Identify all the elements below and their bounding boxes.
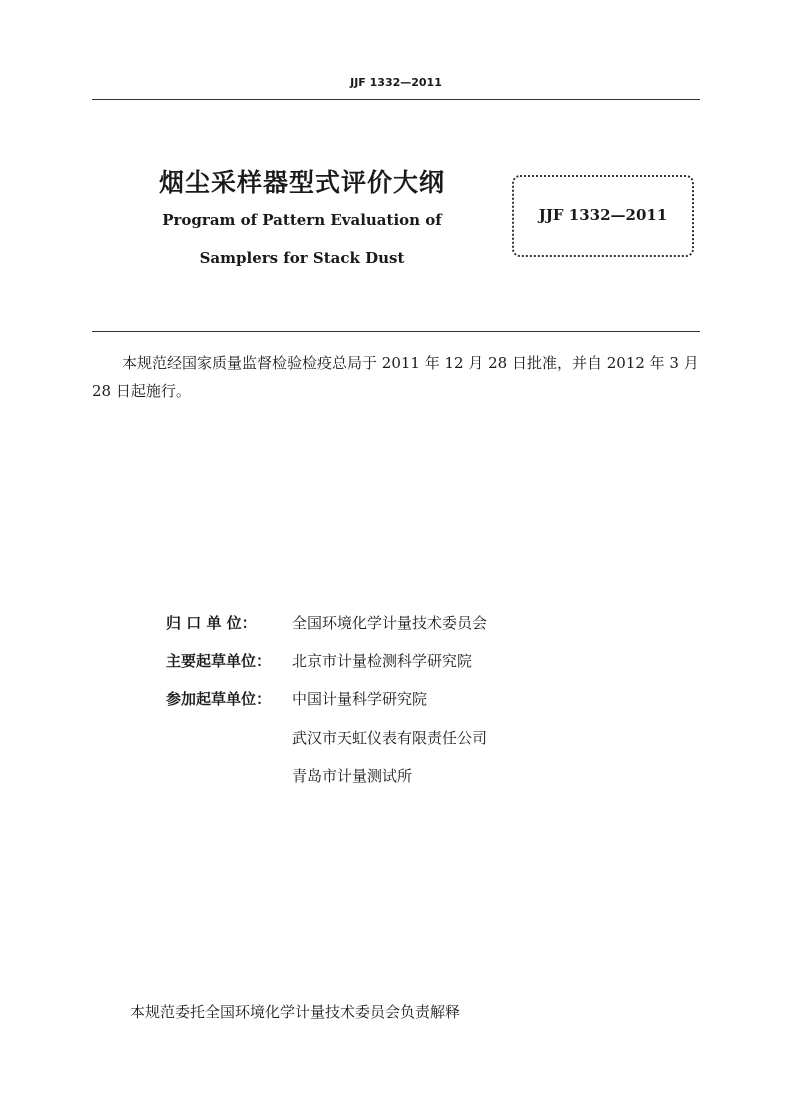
participating-drafter-row (166, 688, 427, 712)
title-english-line-1: Program of Pattern Evaluation of (162, 211, 442, 229)
responsible-unit-label: 归 口 单 位： (166, 614, 257, 632)
title-divider-rule (92, 331, 700, 332)
responsible-unit: 全国环境化学计量技术委员会 (292, 614, 488, 632)
participating-drafter-label: 参加起草单位： (166, 690, 272, 708)
header-rule (92, 99, 700, 100)
participating-drafter-row (166, 765, 412, 789)
approval-statement: 本规范经国家质量监督检验检疫总局于 2011 年 12 月 28 日批准，并自 2012 年 3 月 28 日起施行。 (92, 354, 699, 400)
interpretation-note: 本规范委托全国环境化学计量技术委员会负责解释 (130, 1003, 461, 1021)
main-drafter-label: 主要起草单位： (166, 652, 272, 670)
main-drafter-row (166, 650, 472, 674)
running-header-code: JJF 1332—2011 (350, 76, 442, 89)
participating-drafter: 中国计量科学研究院 (292, 690, 428, 708)
participating-drafter: 武汉市天虹仪表有限责任公司 (292, 729, 488, 747)
standard-code: JJF 1332—2011 (538, 206, 668, 224)
responsible-unit-row (166, 612, 487, 636)
main-drafter: 北京市计量检测科学研究院 (292, 652, 473, 670)
participating-drafter: 青岛市计量测试所 (292, 767, 413, 785)
title-chinese: 烟尘采样器型式评价大纲 (158, 168, 445, 197)
participating-drafter-row (166, 727, 487, 751)
title-english-line-2: Samplers for Stack Dust (199, 249, 405, 267)
